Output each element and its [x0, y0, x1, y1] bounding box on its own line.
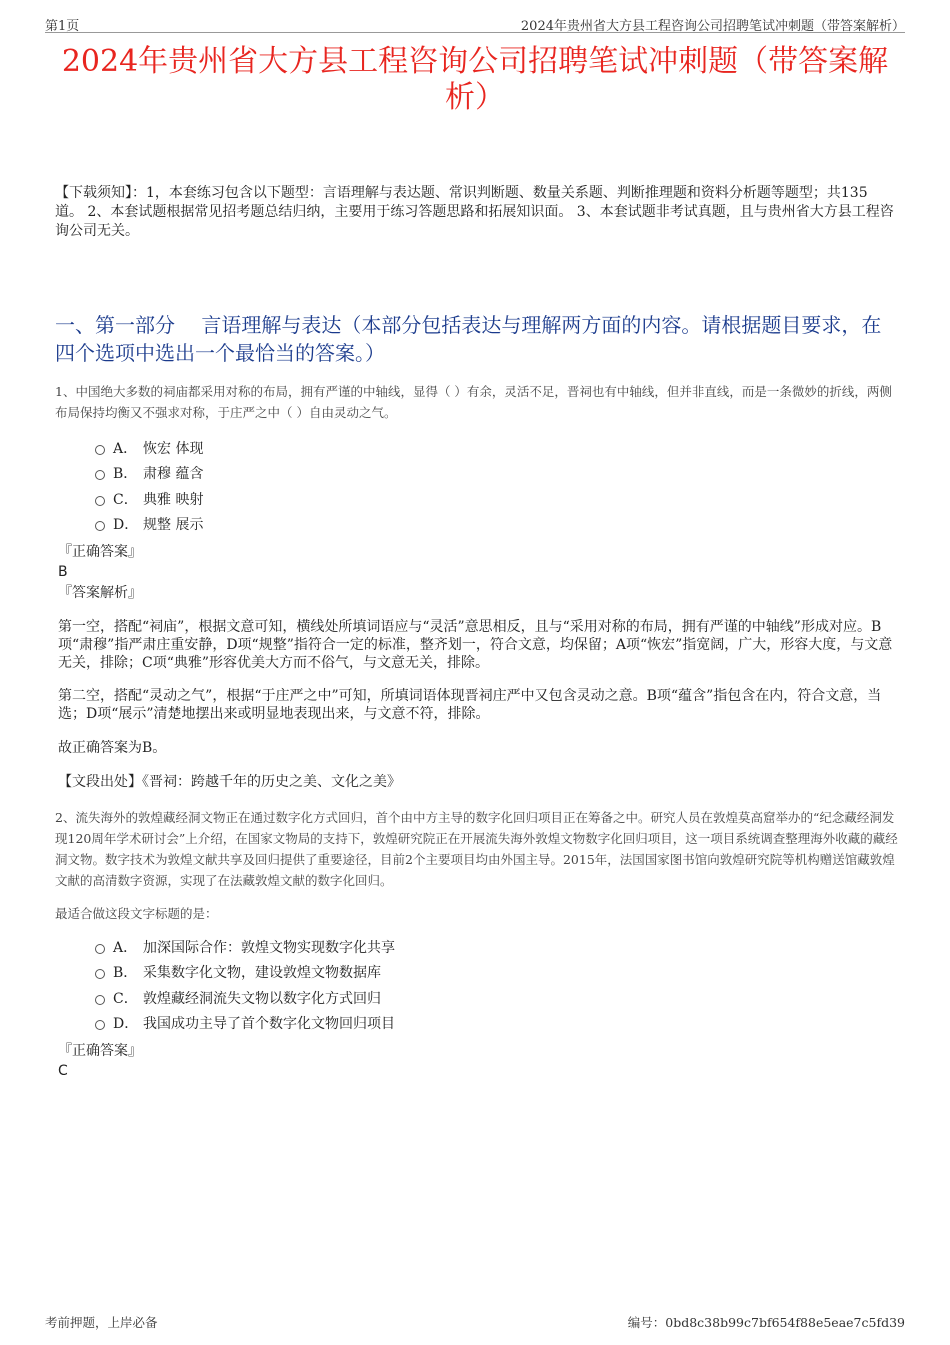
page-header — [45, 12, 905, 33]
passage-source: 【文段出处】《晋祠：跨越千年的历史之美、文化之美》 — [58, 774, 401, 790]
option-b[interactable]: B． 采集数字化文物，建设敦煌文物数据库 — [95, 960, 395, 986]
answer-heading: 『正确答案』 — [58, 544, 142, 560]
title-line-2: 析） — [445, 80, 505, 115]
radio-icon[interactable] — [95, 1020, 105, 1030]
option-a[interactable]: A． 加深国际合作：敦煌文物实现数字化共享 — [95, 934, 395, 960]
question-1-options — [95, 435, 203, 537]
analysis-paragraph: 第二空，搭配“灵动之气”，根据“于庄严之中”可知，所填词语体现晋祠庄严中又包含灵动之意。B项“蕴含”指包含在内，符合文意，当选；D项“展示”清楚地摆出来或明显地表现出来，与文意不符，排除。 — [58, 688, 882, 722]
radio-icon[interactable] — [95, 969, 105, 979]
option-d[interactable]: D． 我国成功主导了首个数字化文物回归项目 — [95, 1011, 395, 1037]
radio-icon[interactable] — [95, 521, 105, 531]
analysis-heading: 『答案解析』 — [58, 585, 142, 601]
download-notice: 【下载须知】：1，本套练习包含以下题型：言语理解与表达题、常识判断题、数量关系题、判断推理题和资料分析题等题型；共135道。 2、本套试题根据常见招考题总结归纳，主要用于练习答题思路和拓展知识面。 3、本套试题非考试真题，且与贵州省大方县工程咨询公司无关。 — [55, 185, 894, 239]
footer-slogan: 考前押题，上岸必备 — [45, 1315, 158, 1330]
radio-icon[interactable] — [95, 445, 105, 455]
section-heading: 一、第一部分 言语理解与表达（本部分包括表达与理解两方面的内容。请根据题目要求，在四个选项中选出一个最恰当的答案。） — [55, 313, 882, 365]
header-doc-title: 2024年贵州省大方县工程咨询公司招聘笔试冲刺题（带答案解析） — [520, 19, 905, 34]
option-d[interactable]: D． 规整 展示 — [95, 512, 203, 538]
analysis-paragraph: 第一空，搭配“祠庙”，根据文意可知，横线处所填词语应与“灵活”意思相反，且与“采用对称的布局，拥有严谨的中轴线”形成对应。B项“肃穆”指严肃庄重安静，D项“规整”指符合一定的标准，整齐划一，符合文意，均保留；A项“恢宏”指宽阔，广大，形容大度，与文意无关，排除；C项“典雅”形容优美大方而不俗气，与文意无关，排除。 — [58, 619, 893, 671]
correct-answer: B — [58, 564, 68, 580]
question-2-text: 2、流失海外的敦煌藏经洞文物正在通过数字化方式回归，首个由中方主导的数字化回归项目正在筹备之中。研究人员在敦煌莫高窟举办的“纪念藏经洞发现120周年学术研讨会”上介绍，在国家文物局的支持下，敦煌研究院正在开展流失海外敦煌文物数字化回归项目，这一项目系统调查整理海外收藏的藏经洞文物。数字技术为敦煌文献共享及回归提供了重要途径，目前2个主要项目均由外国主导。2015年，法国国家图书馆向敦煌研究院等机构赠送馆藏敦煌文献的高清数字资源，实现了在法藏敦煌文献的数字化回归。 — [55, 810, 898, 888]
radio-icon[interactable] — [95, 944, 105, 954]
page-number: 第1页 — [45, 19, 80, 34]
answer-heading: 『正确答案』 — [58, 1043, 142, 1059]
correct-answer: C — [58, 1063, 68, 1079]
document-title — [55, 44, 895, 116]
radio-icon[interactable] — [95, 995, 105, 1005]
option-a[interactable]: A． 恢宏 体现 — [95, 435, 203, 461]
option-b[interactable]: B． 肃穆 蕴含 — [95, 461, 203, 487]
question-1-text: 1、中国绝大多数的祠庙都采用对称的布局，拥有严谨的中轴线，显得（ ）有余，灵活不足，晋祠也有中轴线，但并非直线，而是一条微妙的折线，两侧布局保持均衡又不强求对称，于庄严之中（ ）自由灵动之气。 — [55, 384, 892, 420]
question-2-prompt: 最适合做这段文字标题的是： — [55, 906, 218, 921]
option-c[interactable]: C． 敦煌藏经洞流失文物以数字化方式回归 — [95, 985, 395, 1011]
radio-icon[interactable] — [95, 496, 105, 506]
analysis-conclusion: 故正确答案为B。 — [58, 740, 167, 756]
title-line-1: 2024年贵州省大方县工程咨询公司招聘笔试冲刺题（带答案解 — [61, 44, 889, 79]
option-c[interactable]: C． 典雅 映射 — [95, 486, 203, 512]
footer-doc-id: 编号：0bd8c38b99c7bf654f88e5eae7c5fd39 — [627, 1315, 905, 1330]
question-2-options — [95, 934, 395, 1036]
radio-icon[interactable] — [95, 470, 105, 480]
